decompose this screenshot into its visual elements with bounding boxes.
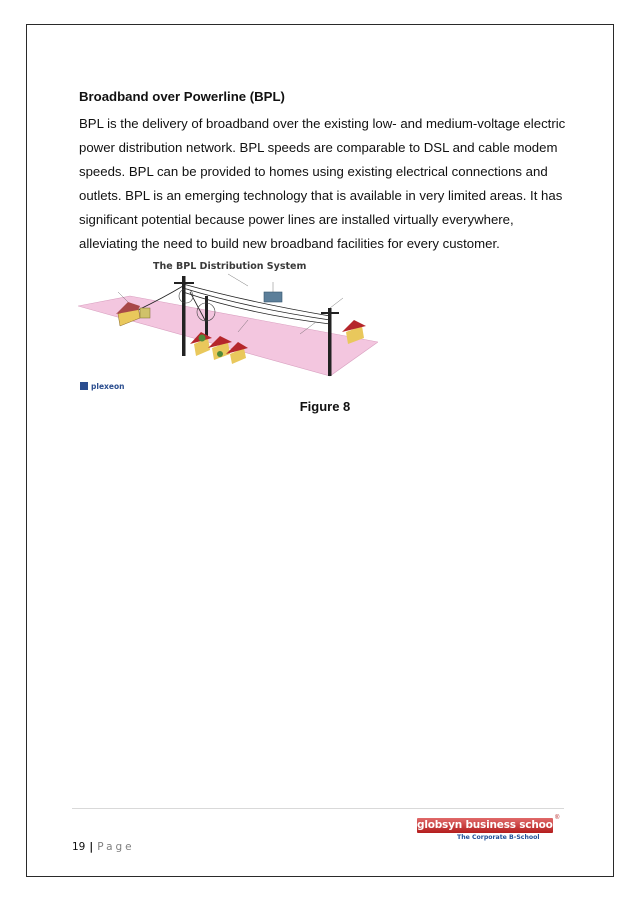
paragraph-line: alleviating the need to build new broadband facilities for every customer.	[79, 236, 500, 251]
globsyn-logo-text: globsyn business school	[417, 819, 557, 831]
paragraph-line: outlets. BPL is an emerging technology that is available in very limited areas. It has	[79, 188, 563, 203]
plexeon-logo	[80, 382, 124, 391]
bpl-injector-box	[264, 292, 282, 302]
paragraph-line: significant potential because power lines are installed virtually everywhere,	[79, 212, 514, 227]
page-number-value: 19	[72, 841, 86, 853]
paragraph-line: power distribution network. BPL speeds are comparable to DSL and cable modem	[79, 140, 558, 155]
section-heading: Broadband over Powerline (BPL)	[79, 89, 285, 104]
plexeon-logo-text: plexeon	[91, 382, 125, 391]
page-number-separator: |	[89, 841, 94, 853]
page-number	[72, 841, 135, 853]
body-paragraph	[79, 112, 566, 256]
figure-caption	[0, 399, 638, 414]
paragraph-line: speeds. BPL can be provided to homes using existing electrical connections and	[79, 164, 548, 179]
registered-mark: ®	[555, 815, 560, 821]
footer-divider	[72, 808, 564, 809]
figure-caption-text: Figure 8	[299, 399, 351, 414]
paragraph-line: BPL is the delivery of broadband over the existing low- and medium-voltage electric	[79, 116, 566, 131]
globsyn-tagline: The Corporate B-School	[457, 834, 540, 841]
page-word: Page	[97, 841, 135, 853]
figure-title: The BPL Distribution System	[153, 261, 307, 272]
bpl-distribution-figure	[78, 254, 378, 400]
globsyn-logo	[417, 815, 560, 848]
